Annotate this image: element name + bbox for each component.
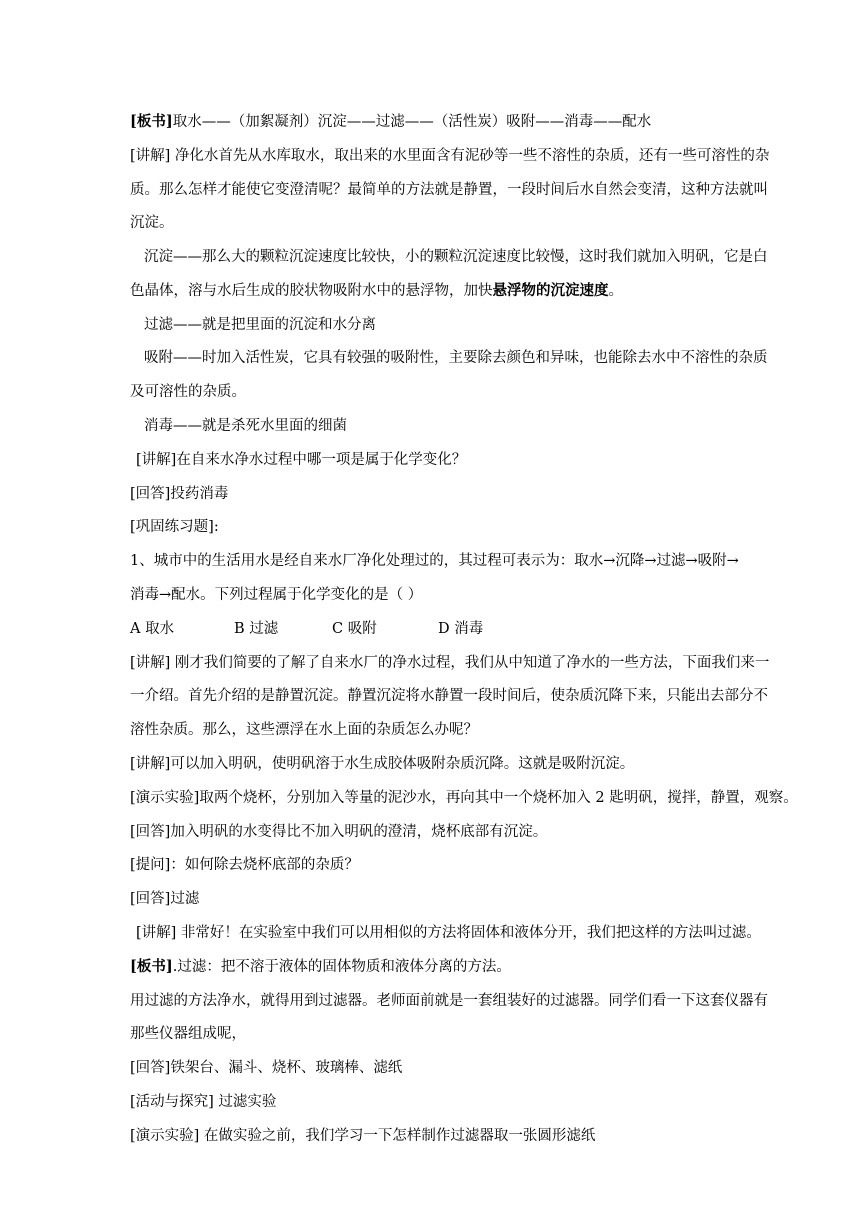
paragraph-line: 过滤——就是把里面的沉淀和水分离 (144, 317, 376, 333)
paragraph-text: 取水——（加絮凝剂）沉淀——过滤——（活性炭）吸附——消毒——配水 (172, 114, 652, 130)
blackboard-note-process (130, 112, 800, 132)
paragraph-line: 及可溶性的杂质。 (130, 384, 246, 400)
paragraph-line: [讲解]在自来水净水过程中哪一项是属于化学变化？ (136, 452, 467, 468)
paragraph-line: [讲解] 刚才我们简要的了解了自来水厂的净水过程，我们从中知道了净水的一些方法，下面我们来一 (130, 655, 770, 671)
paragraph-line: 用过滤的方法净水，就得用到过滤器。老师面前就是一套组装好的过滤器。同学们看一下这套仪器有 (130, 993, 768, 1009)
paragraph-line: 一介绍。首先介绍的是静置沉淀。静置沉淀将水静置一段时间后，使杂质沉降下来，只能出去部分不 (130, 688, 768, 704)
paragraph-line (130, 281, 800, 301)
paragraph-line: 沉淀——那么大的颗粒沉淀速度比较快，小的颗粒沉淀速度比较慢，这时我们就加入明矾，它是白 (144, 249, 768, 265)
paragraph-line: 质。那么怎样才能使它变澄清呢？最简单的方法就是静置，一段时间后水自然会变清，这种方法就叫 (130, 182, 768, 198)
paragraph-line: [讲解] 净化水首先从水库取水，取出来的水里面含有泥砂等一些不溶性的杂质，还有一些可溶性的杂 (130, 148, 770, 164)
paragraph-line: [讲解]可以加入明矾，使明矾溶于水生成胶体吸附杂质沉降。这就是吸附沉淀。 (130, 756, 635, 772)
option-d: D 消毒 (438, 621, 484, 637)
blackboard-tag: [板书] (130, 113, 173, 130)
option-c: C 吸附 (332, 621, 377, 637)
paragraph-line: [讲解] 非常好！在实验室中我们可以用相似的方法将固体和液体分开，我们把这样的方法叫过滤。 (136, 925, 761, 941)
paragraph-text: .过滤：把不溶于液体的固体物质和液体分离的方法。 (172, 959, 511, 975)
question-text: 1、城市中的生活用水是经自来水厂净化处理过的，其过程可表示为：取水→沉降→过滤→吸附→ (130, 553, 739, 569)
paragraph-line: [提问]：如何除去烧杯底部的杂质？ (130, 857, 359, 873)
paragraph-line: [活动与探究] 过滤实验 (130, 1094, 277, 1110)
paragraph-text: 。 (608, 283, 623, 299)
answer-options (130, 619, 800, 639)
option-a: A 取水 (130, 621, 175, 637)
paragraph-line: 吸附——时加入活性炭，它具有较强的吸附性，主要除去颜色和异味，也能除去水中不溶性的杂质 (144, 350, 768, 366)
paragraph-line: [巩固练习题]: (130, 519, 219, 535)
paragraph-line: 沉淀。 (130, 215, 174, 231)
blackboard-note-filtration (130, 957, 800, 977)
paragraph-line: [回答]铁架台、漏斗、烧杯、玻璃棒、滤纸 (130, 1060, 403, 1076)
paragraph-text: 色晶体，溶与水后生成的胶状物吸附水中的悬浮物，加快 (130, 283, 493, 299)
blackboard-tag: [板书] (130, 958, 173, 975)
paragraph-line: 那些仪器组成呢， (130, 1026, 246, 1042)
bold-emphasis: 悬浮物的沉淀速度 (492, 282, 609, 299)
paragraph-line: 溶性杂质。那么，这些漂浮在水上面的杂质怎么办呢？ (130, 722, 478, 738)
question-text: 消毒→配水。下列过程属于化学变化的是（ ） (130, 587, 423, 603)
paragraph-line: [演示实验] 在做实验之前，我们学习一下怎样制作过滤器取一张圆形滤纸 (130, 1128, 596, 1144)
paragraph-line: [回答]过滤 (130, 891, 200, 907)
paragraph-line: [回答]加入明矾的水变得比不加入明矾的澄清，烧杯底部有沉淀。 (130, 824, 548, 840)
paragraph-line: [演示实验]取两个烧杯，分别加入等量的泥沙水，再向其中一个烧杯加入 2 匙明矾，搅拌，静置，观察。 (130, 790, 798, 806)
option-b: B 过滤 (234, 621, 279, 637)
paragraph-line: 消毒——就是杀死水里面的细菌 (144, 418, 347, 434)
paragraph-line: [回答]投药消毒 (130, 486, 229, 502)
